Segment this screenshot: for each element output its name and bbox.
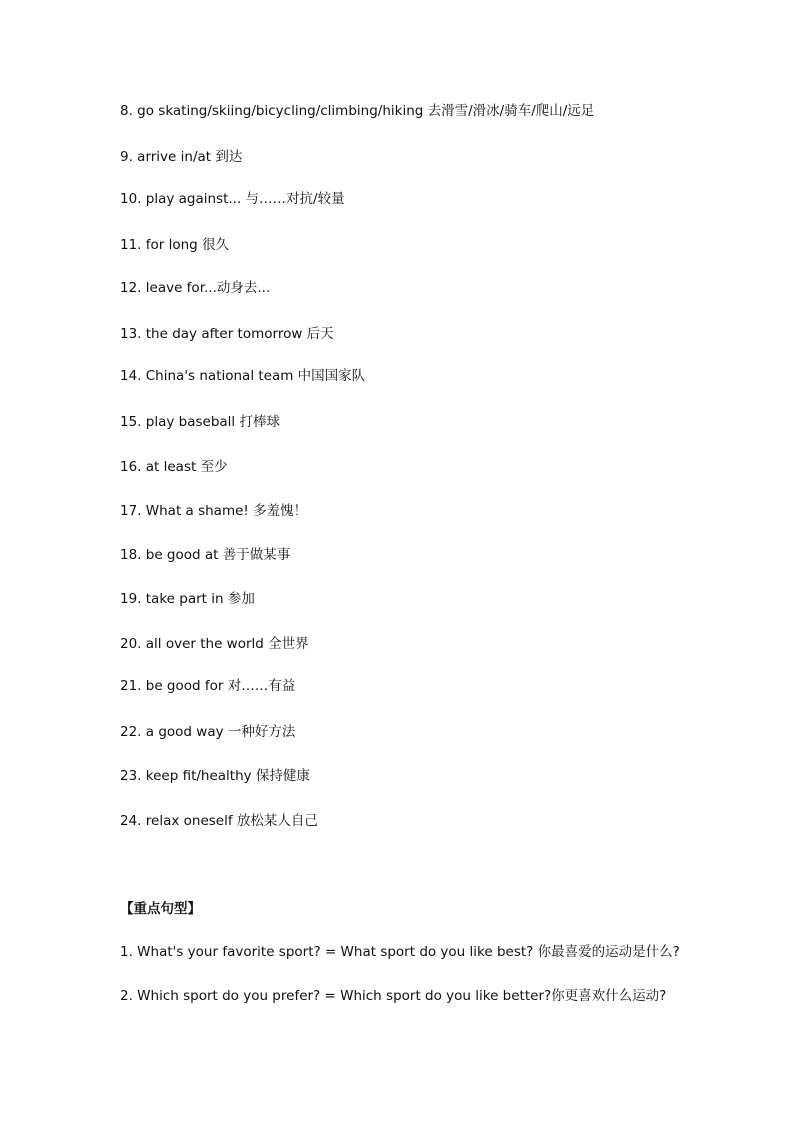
phrase-11: 11. for long 很久: [120, 237, 230, 253]
phrase-19: 19. take part in 参加: [120, 591, 255, 607]
phrase-8: 8. go skating/skiing/bicycling/climbing/hiking 去滑雪/滑冰/骑车/爬山/远足: [120, 103, 595, 119]
phrase-12: 12. leave for...动身去...: [120, 280, 271, 296]
phrase-15: 15. play baseball 打棒球: [120, 414, 280, 430]
phrase-14: 14. China's national team 中国国家队: [120, 368, 366, 384]
phrase-23: 23. keep fit/healthy 保持健康: [120, 768, 310, 784]
phrase-22: 22. a good way 一种好方法: [120, 724, 296, 740]
phrase-16: 16. at least 至少: [120, 459, 228, 475]
phrase-20: 20. all over the world 全世界: [120, 636, 309, 652]
section-title-key-sentences: 【重点句型】: [120, 901, 201, 917]
sentence-2: 2. Which sport do you prefer? = Which sport do you like better?你更喜欢什么运动?: [120, 988, 667, 1004]
phrase-21: 21. be good for 对……有益: [120, 678, 296, 694]
phrase-9: 9. arrive in/at 到达: [120, 149, 243, 165]
phrase-13: 13. the day after tomorrow 后天: [120, 326, 334, 342]
phrase-17: 17. What a shame! 多羞愧！: [120, 503, 308, 519]
phrase-18: 18. be good at 善于做某事: [120, 547, 291, 563]
phrase-10: 10. play against... 与……对抗/较量: [120, 191, 345, 207]
sentence-1: 1. What's your favorite sport? = What sport do you like best? 你最喜爱的运动是什么?: [120, 944, 680, 960]
phrase-24: 24. relax oneself 放松某人自己: [120, 813, 318, 829]
